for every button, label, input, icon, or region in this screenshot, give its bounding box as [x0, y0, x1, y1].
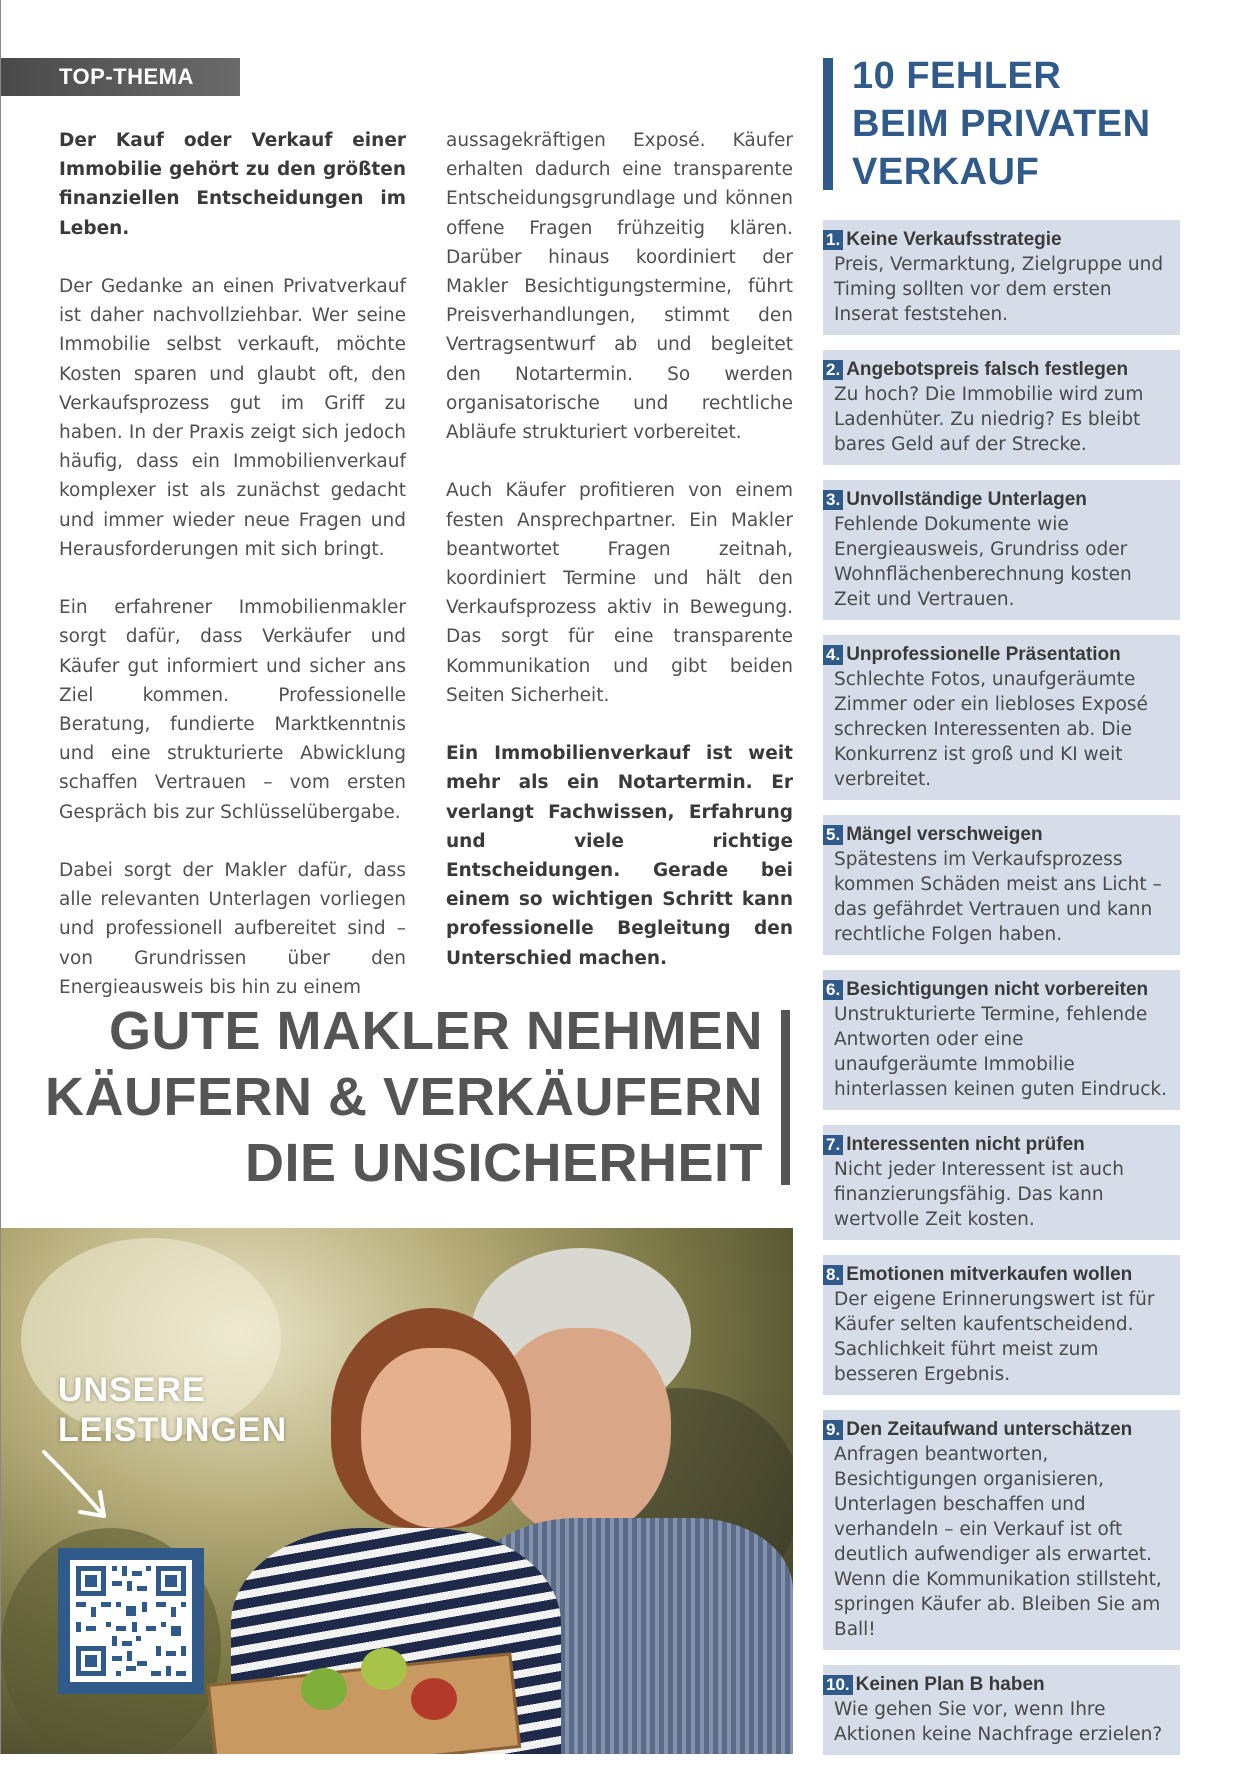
- mistakes-list: [823, 220, 1180, 1770]
- mistake-number: 5.: [823, 825, 843, 845]
- mistake-text: Der eigene Erinnerungswert ist für Käufer selten kaufentscheidend. Sachlichkeit führt meist zum besseren Ergebnis.: [834, 1289, 1155, 1385]
- mistake-title: Keine Verkaufsstrategie: [846, 229, 1062, 250]
- mistake-item: [823, 1125, 1180, 1240]
- headline-accent-bar: [781, 1010, 790, 1185]
- mistake-title: Besichtigungen nicht vorbereiten: [846, 979, 1149, 1000]
- paragraph: Ein erfahrener Immobilienmakler sorgt dafür, dass Verkäufer und Käufer gut informiert und sicher ans Ziel kommen. Professionelle Beratung, fundierte Marktkenntnis und eine strukturierte Abwicklung schaffen Vertrauen – vom ersten Gespräch bis zur Schlüsselübergabe.: [59, 597, 406, 823]
- paragraph: Auch Käufer profitieren von einem festen Ansprechpartner. Ein Makler beantwortet Fragen zeitnah, koordiniert Termine und hält den Verkaufsprozess aktiv in Bewegung. Das sorgt für eine transparente Kommunikation und gibt beiden Seiten Sicherheit.: [446, 480, 793, 706]
- mistake-number: 4.: [823, 645, 843, 665]
- mistake-number: 2.: [823, 360, 843, 380]
- section-tag: TOP-THEMA: [1, 58, 240, 96]
- sidebar-accent-bar: [823, 58, 833, 190]
- mistake-item: [823, 480, 1180, 620]
- hand-drawn-arrow-icon: [40, 1448, 120, 1528]
- qr-code-icon: [70, 1560, 192, 1682]
- mistake-text: Schlechte Fotos, unaufgeräumte Zimmer oder ein liebloses Exposé schrecken Interessenten ab. Die Konkurrenz ist groß und KI weit verbreitet.: [834, 669, 1148, 790]
- mistake-text: Fehlende Dokumente wie Energieausweis, Grundriss oder Wohnflächenberechnung kosten Zeit und Vertrauen.: [834, 514, 1132, 610]
- services-label-line: UNSERE: [58, 1371, 206, 1409]
- paragraph: aussagekräftigen Exposé. Käufer erhalten dadurch eine transparente Entscheidungsgrundlage und können offene Fragen frühzeitig klären. Darüber hinaus koordiniert der Makler Besichtigungstermine, führt Preisverhandlungen, stimmt den Vertragsentwurf ab und begleitet den Notartermin. So werden organisatorische und rechtliche Abläufe strukturiert vorbereitet.: [446, 130, 793, 444]
- mistake-title: Angebotspreis falsch festlegen: [846, 359, 1129, 380]
- mistake-text: Unstrukturierte Termine, fehlende Antworten oder eine unaufgeräumte Immobilie hinterlassen keinen guten Eindruck.: [834, 1004, 1167, 1100]
- headline-line: KÄUFERN & VERKÄUFERN: [44, 1067, 763, 1127]
- sidebar-title-line: VERKAUF: [852, 151, 1040, 193]
- mistake-text: Spätestens im Verkaufsprozess kommen Schäden meist ans Licht – das gefährdet Vertrauen und kann rechtliche Folgen haben.: [834, 849, 1162, 945]
- mistake-number: 9.: [823, 1420, 843, 1440]
- article-column-2: [446, 126, 793, 973]
- mistake-item: [823, 1410, 1180, 1650]
- mistake-number: 6.: [823, 980, 843, 1000]
- mistake-number: 7.: [823, 1135, 843, 1155]
- sidebar-title-line: 10 FEHLER: [852, 55, 1062, 97]
- sidebar-title: [852, 52, 1151, 196]
- mistake-title: Unvollständige Unterlagen: [846, 489, 1087, 510]
- services-label: [58, 1370, 287, 1450]
- mistake-title: Den Zeitaufwand unterschätzen: [846, 1419, 1133, 1440]
- mistake-title: Unprofessionelle Präsentation: [846, 644, 1121, 665]
- mistake-item: [823, 635, 1180, 800]
- mistake-item: [823, 1665, 1180, 1755]
- mistake-text: Preis, Vermarktung, Zielgruppe und Timing sollten vor dem ersten Inserat feststehen.: [834, 254, 1164, 325]
- mistake-title: Keinen Plan B haben: [855, 1674, 1045, 1695]
- mistake-title: Interessenten nicht prüfen: [846, 1134, 1085, 1155]
- closing-paragraph: Ein Immobilienverkauf ist weit mehr als ein Notartermin. Er verlangt Fachwissen, Erfahrung und viele richtige Entscheidungen. Gerade bei einem so wichtigen Schritt kann professionelle Begleitung den Unterschied machen.: [446, 743, 793, 969]
- mistake-text: Wie gehen Sie vor, wenn Ihre Aktionen keine Nachfrage erzielen?: [834, 1699, 1163, 1745]
- services-label-line: LEISTUNGEN: [58, 1411, 288, 1449]
- mistake-item: [823, 1255, 1180, 1395]
- intro-paragraph: Der Kauf oder Verkauf einer Immobilie gehört zu den größten finanziellen Entscheidungen im Leben.: [59, 130, 406, 239]
- mistake-number: 10.: [823, 1675, 853, 1695]
- mistake-title: Emotionen mitverkaufen wollen: [846, 1264, 1133, 1285]
- mistake-item: [823, 350, 1180, 465]
- mistake-number: 8.: [823, 1265, 843, 1285]
- paragraph: Der Gedanke an einen Privatverkauf ist daher nachvollziehbar. Wer seine Immobilie selbst verkauft, möchte Kosten sparen und glaubt oft, den Verkaufsprozess gut im Griff zu haben. In der Praxis zeigt sich jedoch häufig, dass ein Immobilienverkauf komplexer ist als zunächst gedacht und immer wieder neue Fragen und Herausforderungen mit sich bringt.: [59, 276, 406, 560]
- paragraph: Dabei sorgt der Makler dafür, dass alle relevanten Unterlagen vorliegen und professionell aufbereitet sind – von Grundrissen über den Energieausweis bis hin zu einem: [59, 860, 406, 998]
- mistake-number: 1.: [823, 230, 843, 250]
- headline-line: DIE UNSICHERHEIT: [244, 1133, 763, 1193]
- mistake-item: [823, 220, 1180, 335]
- mistake-text: Nicht jeder Interessent ist auch finanzierungsfähig. Das kann wertvolle Zeit kosten.: [834, 1159, 1124, 1230]
- article-column-1: [59, 126, 406, 1002]
- headline-line: GUTE MAKLER NEHMEN: [109, 1001, 763, 1061]
- mistake-text: Anfragen beantworten, Besichtigungen organisieren, Unterlagen beschaffen und verhandeln – ein Verkauf ist oft deutlich aufwendiger als erwartet. Wenn die Kommunikation stillsteht, springen Käufer ab. Bleiben Sie am Ball!: [834, 1444, 1162, 1640]
- qr-code[interactable]: [58, 1548, 204, 1694]
- sidebar-title-line: BEIM PRIVATEN: [852, 103, 1151, 145]
- mistake-title: Mängel verschweigen: [846, 824, 1043, 845]
- mistake-number: 3.: [823, 490, 843, 510]
- mistake-text: Zu hoch? Die Immobilie wird zum Ladenhüter. Zu niedrig? Es bleibt bares Geld auf der Strecke.: [834, 384, 1144, 455]
- mistake-item: [823, 815, 1180, 955]
- mistake-item: [823, 970, 1180, 1110]
- headline: [45, 998, 763, 1196]
